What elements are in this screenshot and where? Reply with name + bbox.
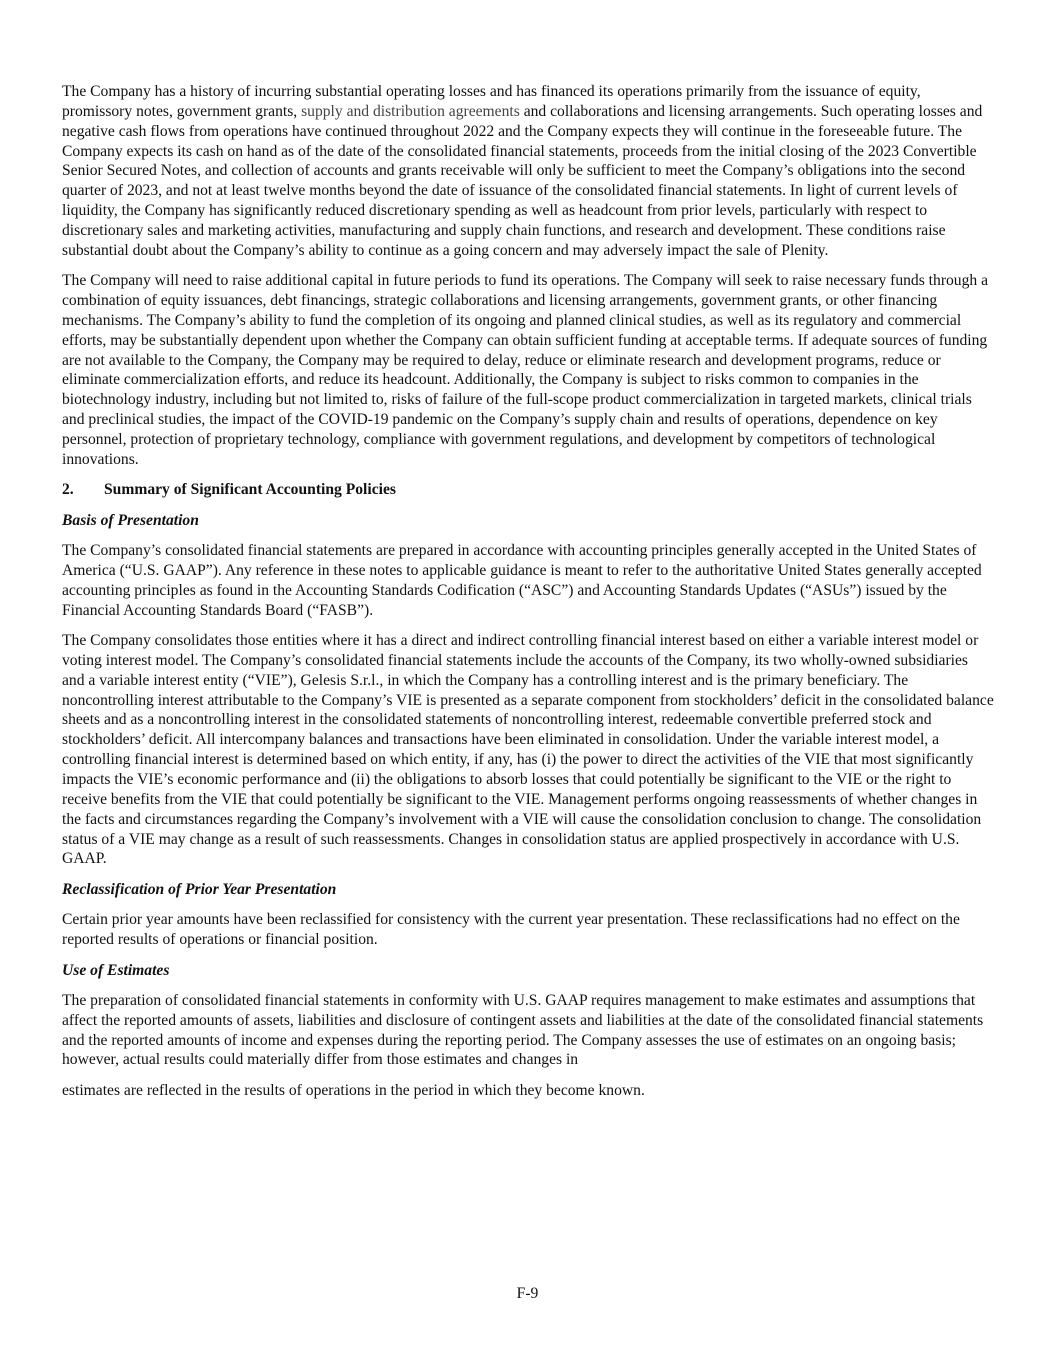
basis-of-presentation-heading: Basis of Presentation <box>62 511 199 529</box>
estimates-paragraph: The preparation of consolidated financial statements in conformity with U.S. GAAP requires management to make estimates and assumptions that affect the reported amounts of assets, liabilities and disclosure of contingent assets and liabilities at the date of the consolidated financial statements and the reported amounts of income and expenses during the reporting period. The Company assesses the use of estimates on an ongoing basis; however, actual results could materially differ from those estimates and changes in <box>62 991 984 1069</box>
estimates-paragraph-continued: estimates are reflected in the results of operations in the period in which they become known. <box>62 1081 645 1099</box>
section-heading <box>62 480 994 500</box>
basis-paragraph-2: The Company consolidates those entities where it has a direct and indirect controlling financial interest based on either a variable interest model or voting interest model. The Company’s consolidated financial statements include the accounts of the Company, its two wholly-owned subsidiaries and a variable interest entity (“VIE”), Gelesis S.r.l., in which the Company has a controlling interest and is the primary beneficiary. The noncontrolling interest attributable to the Company’s VIE is presented as a separate component from stockholders’ deficit in the consolidated balance sheets and as a noncontrolling interest in the consolidated statements of noncontrolling interest, redeemable convertible preferred stock and stockholders’ deficit. All intercompany balances and transactions have been eliminated in consolidation. Under the variable interest model, a controlling financial interest is determined based on which entity, if any, has (i) the power to direct the activities of the VIE that most significantly impacts the VIE’s economic performance and (ii) the obligations to absorb losses that could potentially be significant to the VIE or the right to receive benefits from the VIE that could potentially be significant to the VIE. Management performs ongoing reassessments of whether changes in the facts and circumstances regarding the Company’s involvement with a VIE will cause the consolidation conclusion to change. The consolidation status of a VIE may change as a result of such reassessments. Changes in consolidation status are applied prospectively in accordance with U.S. GAAP. <box>62 632 994 868</box>
going-concern-paragraph-1 <box>62 82 994 261</box>
section-number: 2. <box>62 481 74 499</box>
going-concern-text-start: The Company has a history of incurring substantial operating losses and has financed its operations primarily from the issuance of equity, promissory notes, government grants, <box>62 83 921 120</box>
document-body <box>62 82 994 1111</box>
page-number: F-9 <box>516 1285 539 1302</box>
going-concern-text-end: and collaborations and licensing arrangements. Such operating losses and negative cash flows from operations have continued throughout 2022 and the Company expects they will continue in the foreseeable future. The Company expects its cash on hand as of the date of the consolidated financial statements, proceeds from the initial closing of the 2023 Convertible Senior Secured Notes, and collection of accounts and grants receivable will only be sufficient to meet the Company’s obligations into the second quarter of 2023, and not at least twelve months beyond the date of issuance of the consolidated financial statements. In light of current levels of liquidity, the Company has significantly reduced discretionary spending as well as headcount from prior levels, particularly with respect to discretionary sales and marketing activities, manufacturing and supply chain functions, and research and development. These conditions raise substantial doubt about the Company’s ability to continue as a going concern and may adversely impact the sale of Plenity. <box>62 102 983 259</box>
going-concern-paragraph-2: The Company will need to raise additional capital in future periods to fund its operations. The Company will seek to raise necessary funds through a combination of equity issuances, debt financings, strategic collaborations and licensing arrangements, government grants, or other financing mechanisms. The Company’s ability to fund the completion of its ongoing and planned clinical studies, as well as its regulatory and commercial efforts, may be substantially dependent upon whether the Company can obtain sufficient funding at acceptable terms. If adequate sources of funding are not available to the Company, the Company may be required to delay, reduce or eliminate research and development programs, reduce or eliminate commercialization efforts, and reduce its headcount. Additionally, the Company is subject to risks common to companies in the biotechnology industry, including but not limited to, risks of failure of the full-scope product commercialization in targeted markets, clinical trials and preclinical studies, the impact of the COVID-19 pandemic on the Company’s supply chain and results of operations, dependence on key personnel, protection of proprietary technology, compliance with government regulations, and development by competitors of technological innovations. <box>62 272 989 468</box>
supply-distribution-link[interactable]: supply and distribution agreements <box>301 102 520 120</box>
reclassification-heading: Reclassification of Prior Year Presentation <box>62 880 337 898</box>
use-of-estimates-heading: Use of Estimates <box>62 961 170 979</box>
basis-paragraph-1: The Company’s consolidated financial statements are prepared in accordance with accounting principles generally accepted in the United States of America (“U.S. GAAP”). Any reference in these notes to applicable guidance is meant to refer to the authoritative United States generally accepted accounting principles as found in the Accounting Standards Codification (“ASC”) and Accounting Standards Updates (“ASUs”) issued by the Financial Accounting Standards Board (“FASB”). <box>62 542 982 619</box>
reclassification-paragraph: Certain prior year amounts have been reclassified for consistency with the current year presentation. These reclassifications had no effect on the reported results of operations or financial position. <box>62 911 960 949</box>
section-title: Summary of Significant Accounting Policies <box>104 481 396 499</box>
